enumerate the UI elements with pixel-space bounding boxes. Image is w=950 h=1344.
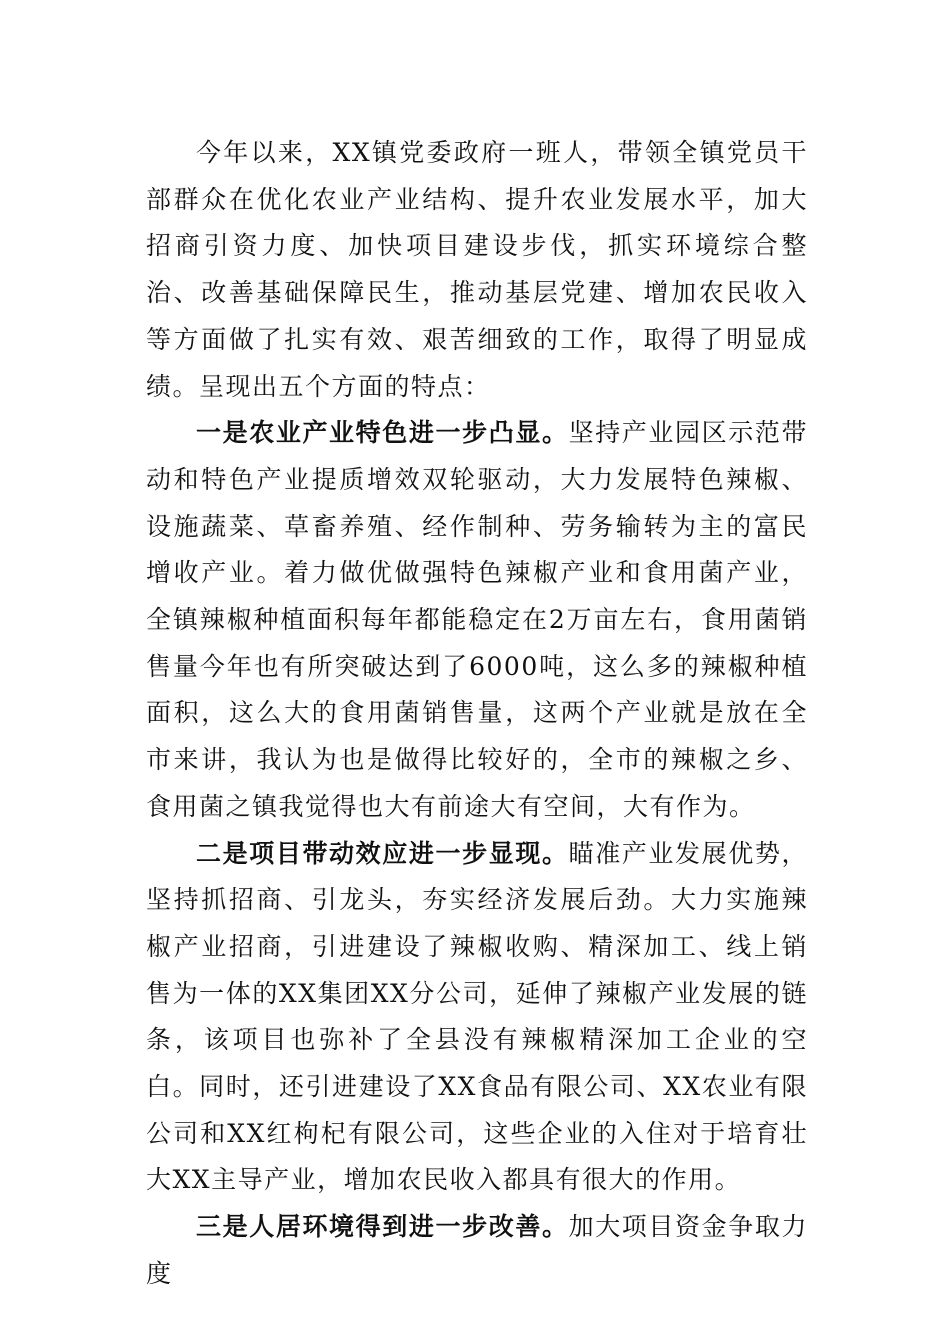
paragraph-lead-heading: 三是人居环境得到进一步改善。 xyxy=(196,1212,569,1242)
paragraph-text: 瞄准产业发展优势，坚持抓招商、引龙头，夯实经济发展后劲。大力实施辣椒产业招商，引进建设了辣椒收购、精深加工、线上销售为一体的XX集团XX分公司，延伸了辣椒产业发展的链条，该项目也弥补了全县没有辣椒精深加工企业的空白。同时，还引进建设了XX食品有限公司、XX农业有限公司和XX红枸杞有限公司，这些企业的入住对于培育壮大XX主导产业，增加农民收入都具有很大的作用。 xyxy=(146,838,808,1195)
point-three-paragraph xyxy=(146,1204,808,1297)
intro-paragraph xyxy=(146,130,808,410)
point-two-paragraph xyxy=(146,831,808,1205)
paragraph-lead-heading: 二是项目带动效应进一步显现。 xyxy=(196,838,569,868)
paragraph-text: 加大项目资金争取力度 xyxy=(146,1212,808,1288)
point-one-paragraph xyxy=(146,410,808,830)
document-body xyxy=(146,130,808,1298)
paragraph-text: 坚持产业园区示范带动和特色产业提质增效双轮驱动，大力发展特色辣椒、设施蔬菜、草畜养殖、经作制种、劳务输转为主的富民增收产业。着力做优做强特色辣椒产业和食用菌产业，全镇辣椒种植面积每年都能稳定在2万亩左右，食用菌销售量今年也有所突破达到了6000吨，这么多的辣椒种植面积，这么大的食用菌销售量，这两个产业就是放在全市来讲，我认为也是做得比较好的，全市的辣椒之乡、食用菌之镇我觉得也大有前途大有空间，大有作为。 xyxy=(146,418,808,821)
paragraph-text: 今年以来，XX镇党委政府一班人，带领全镇党员干部群众在优化农业产业结构、提升农业发展水平，加大招商引资力度、加快项目建设步伐，抓实环境综合整治、改善基础保障民生，推动基层党建、增加农民收入等方面做了扎实有效、艰苦细致的工作，取得了明显成绩。呈现出五个方面的特点： xyxy=(146,138,808,401)
paragraph-lead-heading: 一是农业产业特色进一步凸显。 xyxy=(196,418,569,448)
